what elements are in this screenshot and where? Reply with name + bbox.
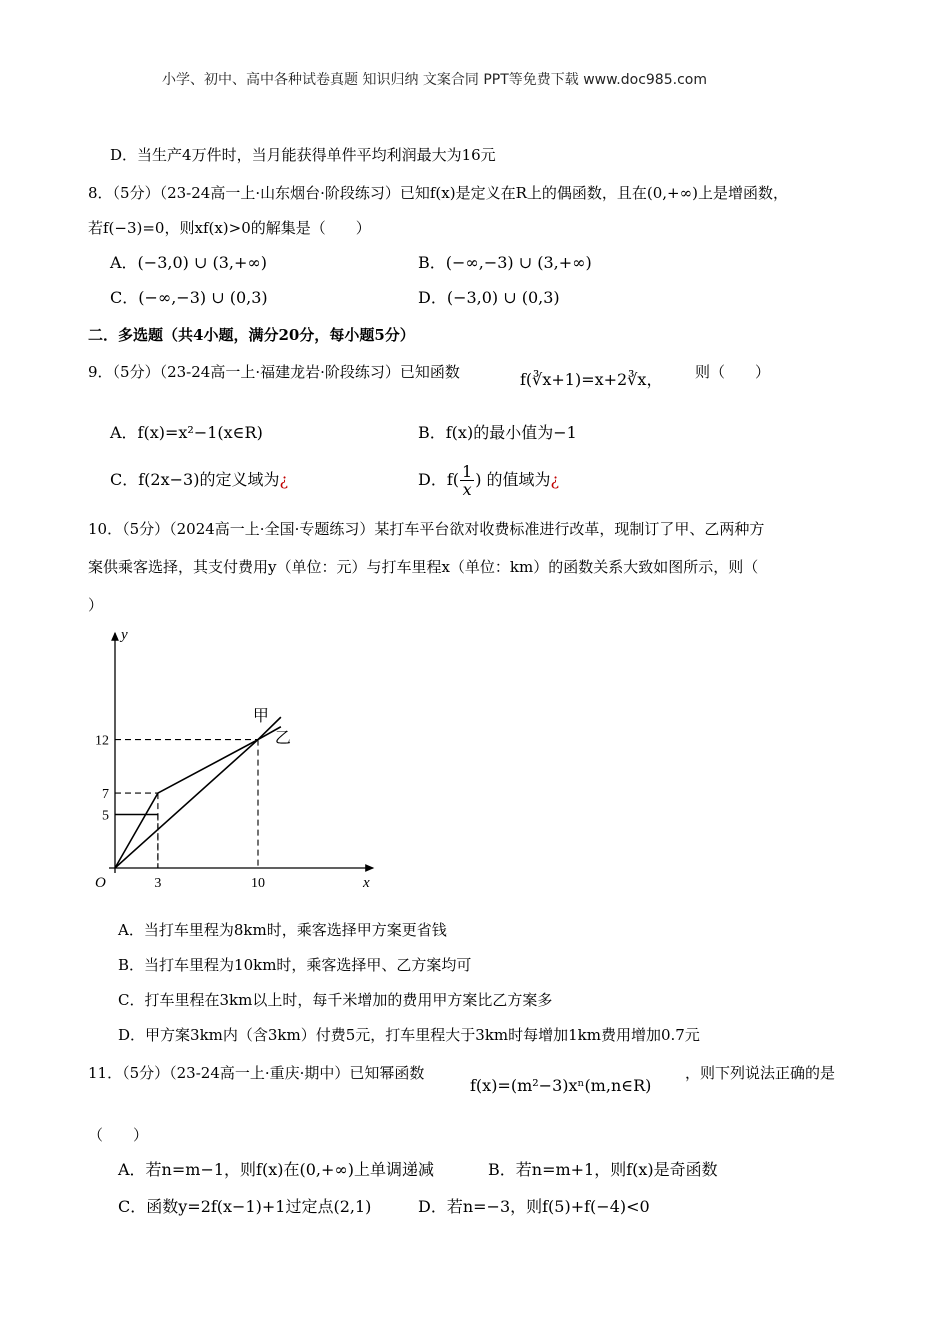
q11-option-c: C．函数y=2f(x−1)+1过定点(2,1) — [118, 1197, 372, 1216]
q11-suffix: ，则下列说法正确的是 — [685, 1064, 836, 1082]
q9-option-a: A．f(x)=x²−1(x∈R) — [110, 423, 263, 442]
q11-option-a: A．若n=m−1，则f(x)在(0,+∞)上单调递减 — [118, 1160, 434, 1179]
q8-option-c: C．(−∞,−3) ∪ (0,3) — [110, 288, 268, 307]
q10-option-c: C．打车里程在3km以上时，每千米增加的费用甲方案比乙方案多 — [118, 991, 553, 1009]
q9-option-c — [110, 470, 288, 490]
q9-option-d-garbled: ¿ — [550, 470, 560, 489]
q9-formula: f(∛x+1)=x+2∛x， — [520, 370, 663, 389]
q9-suffix: 则（ ） — [695, 363, 771, 381]
series-line-1 — [115, 727, 281, 868]
q10-line2: 案供乘客选择，其支付费用y（单位：元）与打车里程x（单位：km）的函数关系大致如图所示，则（ — [88, 558, 759, 576]
q8-line2: 若f(−3)=0，则xf(x)>0的解集是（ ） — [88, 219, 371, 237]
x-tick-3: 3 — [154, 876, 162, 891]
q11-option-d: D．若n=−3，则f(5)+f(−4)<0 — [418, 1197, 650, 1216]
y-tick-5: 5 — [102, 808, 109, 824]
q10-option-b: B．当打车里程为10km时，乘客选择甲、乙方案均可 — [118, 956, 472, 974]
q9-option-d-numerator: 1 — [462, 462, 473, 481]
q9-option-b: B．f(x)的最小值为−1 — [418, 423, 577, 442]
y-tick-7: 7 — [102, 787, 109, 803]
q11-prefix: 11．（5分）（23-24高一上·重庆·期中）已知幂函数 — [88, 1064, 425, 1082]
q9-option-d-post: ) 的值域为 — [475, 470, 551, 489]
q9-option-c-text: C．f(2x−3)的定义域为 — [110, 470, 280, 489]
q8-option-b: B．(−∞,−3) ∪ (3,+∞) — [418, 253, 592, 272]
origin-label: O — [95, 875, 106, 891]
q9-option-d — [418, 460, 559, 500]
section-2-heading: 二．多选题（共4小题，满分20分，每小题5分） — [88, 326, 415, 344]
q9-option-d-denominator: x — [462, 480, 472, 499]
x-tick-10: 10 — [251, 876, 265, 891]
q11-line2: （ ） — [88, 1126, 149, 1144]
q10-option-a: A．当打车里程为8km时，乘客选择甲方案更省钱 — [118, 921, 447, 939]
series-label-yi: 乙 — [274, 729, 291, 747]
q8-option-d: D．(−3,0) ∪ (0,3) — [418, 288, 560, 307]
q10-line3: ） — [88, 596, 104, 614]
y-axis-label: y — [121, 627, 128, 643]
q9-option-d-fraction — [460, 463, 474, 498]
page-header: 小学、初中、高中各种试卷真题 知识归纳 文案合同 PPT等免费下载 www.doc985.com — [162, 72, 707, 88]
series-label-jia: 甲 — [252, 708, 269, 726]
q11-formula: f(x)=(m²−3)xⁿ(m,n∈R) — [470, 1076, 652, 1095]
q11-option-b: B．若n=m+1，则f(x)是奇函数 — [488, 1160, 718, 1179]
q10-option-d: D．甲方案3km内（含3km）付费5元，打车里程大于3km时每增加1km费用增加0.7元 — [118, 1026, 700, 1044]
q8-option-a: A．(−3,0) ∪ (3,+∞) — [110, 253, 267, 272]
q7-option-d: D．当生产4万件时，当月能获得单件平均利润最大为16元 — [110, 146, 496, 164]
q9-prefix: 9．（5分）（23-24高一上·福建龙岩·阶段练习）已知函数 — [88, 363, 460, 381]
q10-graph — [85, 625, 385, 895]
y-tick-12: 12 — [95, 733, 109, 749]
q9-option-c-garbled: ¿ — [279, 470, 289, 489]
q9-option-d-pre: D．f( — [418, 470, 459, 489]
x-axis-label: x — [363, 875, 370, 891]
q10-line1: 10．（5分）（2024高一上·全国·专题练习）某打车平台欲对收费标准进行改革，现制订了甲、乙两种方 — [88, 520, 765, 538]
q8-line1: 8．（5分）（23-24高一上·山东烟台·阶段练习）已知f(x)是定义在R上的偶函数，且在(0,+∞)上是增函数， — [88, 184, 788, 202]
